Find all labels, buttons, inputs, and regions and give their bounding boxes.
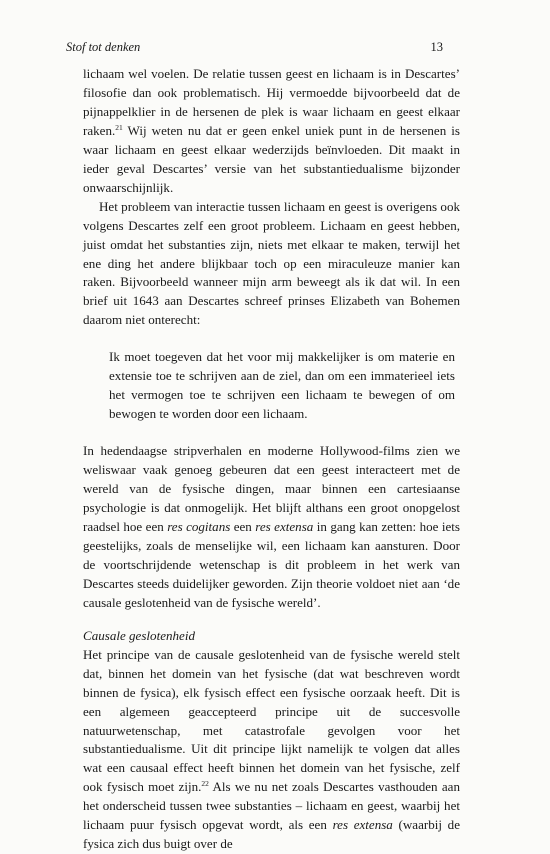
paragraph-3-text-a: In hedendaagse stripverhalen en moderne Hollywood-films zien we weliswaar vaak genoeg gebeuren dat een geest interacteert met de wereld van de fysische dingen, maar binnen een cartesiaanse psychologie is dat onmogelijk. Het blijft althans een groot onopgelost raadsel hoe een	[83, 443, 460, 534]
term-res-cogitans: res cogitans	[167, 518, 231, 534]
paragraph-3-text-c: in gang kan zetten: hoe iets geestelijks, zoals de menselijke wil, een lichaam kan aansturen. Door de voortschrijdende wetenschap is dit probleem in het werk van Descartes steeds duidelijker geworden. Zijn theorie voldoet niet aan ‘de causale geslotenheid van de fysische wereld’.	[83, 518, 460, 610]
running-header-title: Stof tot denken	[66, 40, 141, 54]
running-header	[66, 40, 443, 55]
paragraph-4-text-c: (waarbij de fysica zich dus buigt over de	[83, 817, 460, 852]
paragraph-4-text-b: Als we nu net zoals Descartes vasthouden aan het onderscheid tussen twee substanties – lichaam en geest, waarbij het lichaam puur fysisch opgevat wordt, als een	[83, 779, 460, 833]
paragraph-2: Het probleem van interactie tussen lichaam en geest is overigens ook volgens Descartes zelf een groot probleem. Lichaam en geest hebben, juist omdat het substanties zijn, niets met elkaar te maken, terwijl het ene ding het andere blijkbaar toch op een miraculeuze manier kan raken. Bijvoorbeeld wanneer mijn arm beweegt als ik dat wil. In een brief uit 1643 aan Descartes schreef prinses Elizabeth van Bohemen daarom niet onterecht:	[83, 198, 460, 328]
body-text	[83, 65, 460, 854]
footnote-ref-22: 22	[201, 779, 209, 789]
paragraph-3	[83, 442, 460, 613]
paragraph-4	[83, 646, 460, 854]
page-number: 13	[430, 40, 443, 54]
block-quote: Ik moet toegeven dat het voor mij makkelijker is om materie en extensie toe te schrijven aan de ziel, dan om een immaterieel iets het vermogen toe te schrijven een lichaam te bewegen of om bewogen te worden door een lichaam.	[109, 349, 455, 422]
paragraph-4-text-a: Het principe van de causale geslotenheid van de fysische wereld stelt dat, binnen het domein van het fysische (dat wat beschreven wordt binnen de fysica), elk fysisch effect een fysische oorzaak heeft. Dit is een algemeen geaccepteerd principe uit de succesvolle natuurwetenschap, met catastrofale gevolgen voor het substantiedualisme. Uit dit principe lijkt namelijk te volgen dat alles wat een causaal effect heeft binnen het domein van het fysische, zelf ook fysisch moet zijn.	[83, 646, 460, 795]
paragraph-1-text-b: Wij weten nu dat er geen enkel uniek punt in de hersenen is waar lichaam en geest elkaar wederzijds beïnvloeden. Dit maakt in ieder geval Descartes’ versie van het substantiedualisme bijzonder onwaarschijnlijk.	[83, 122, 460, 195]
paragraph-1	[83, 65, 460, 198]
term-res-extensa-2: res extensa	[332, 817, 393, 833]
footnote-ref-21: 21	[115, 122, 123, 132]
paragraph-3-text-b: een	[230, 518, 256, 534]
term-res-extensa: res extensa	[255, 518, 314, 534]
paragraph-1-text-a: lichaam wel voelen. De relatie tussen geest en lichaam is in Descartes’ filosofie dan ook problematisch. Hij vermoedde bijvoorbeeld dat de pijnappelklier in de hersenen de plek is waar lichaam en geest elkaar raken.	[83, 66, 460, 138]
section-heading: Causale geslotenheid	[83, 627, 195, 643]
